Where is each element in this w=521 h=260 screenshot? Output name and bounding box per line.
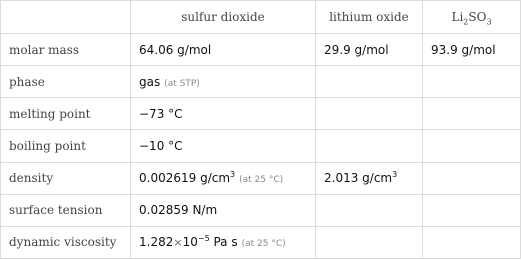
- column-header-sulfur-dioxide: sulfur dioxide: [131, 1, 316, 34]
- condition-note: (at 25 °C): [239, 175, 284, 186]
- cell-value: 2.013 $g/cm^3$: [316, 162, 423, 194]
- cell-value: −10 °C: [131, 130, 316, 162]
- row-label: phase: [1, 66, 131, 98]
- table-row-density: [1, 162, 521, 194]
- cell-empty: [316, 130, 423, 162]
- table-row-dynamic-viscosity: [1, 226, 521, 258]
- cell-value: gas (at STP): [131, 66, 316, 98]
- row-label: boiling point: [1, 130, 131, 162]
- condition-note: (at 25 °C): [241, 239, 286, 250]
- table-row-melting-point: [1, 98, 521, 130]
- cell-empty: [423, 66, 521, 98]
- table-row-molar-mass: [1, 34, 521, 66]
- column-header-lithium-sulfite: $Li_2SO_3$: [423, 1, 521, 34]
- cell-empty: [423, 130, 521, 162]
- row-label: melting point: [1, 98, 131, 130]
- table-row-boiling-point: [1, 130, 521, 162]
- cell-empty: [423, 98, 521, 130]
- corner-cell: [1, 1, 131, 34]
- cell-value: −73 °C: [131, 98, 316, 130]
- cell-empty: [423, 226, 521, 258]
- cell-value: 0.02859 N/m: [131, 194, 316, 226]
- cell-empty: [423, 194, 521, 226]
- header-row: [1, 1, 521, 34]
- cell-value: 0.002619 $g/cm^3(at$ 25 °C): [131, 162, 316, 194]
- cell-empty: [316, 226, 423, 258]
- row-label: surface tension: [1, 194, 131, 226]
- row-label: molar mass: [1, 34, 131, 66]
- cell-value: 29.9 g/mol: [316, 34, 423, 66]
- cell-empty: [316, 98, 423, 130]
- table-row-surface-tension: [1, 194, 521, 226]
- table-row-phase: [1, 66, 521, 98]
- cell-value: 64.06 g/mol: [131, 34, 316, 66]
- row-label: density: [1, 162, 131, 194]
- cell-value: 93.9 g/mol: [423, 34, 521, 66]
- cell-value: $1.282\times 10^{-5}$ Pa s (at 25 °C): [131, 226, 316, 258]
- condition-note: (at STP): [164, 78, 200, 89]
- column-header-lithium-oxide: lithium oxide: [316, 1, 423, 34]
- cell-empty: [316, 66, 423, 98]
- cell-empty: [316, 194, 423, 226]
- cell-empty: [423, 162, 521, 194]
- row-label: dynamic viscosity: [1, 226, 131, 258]
